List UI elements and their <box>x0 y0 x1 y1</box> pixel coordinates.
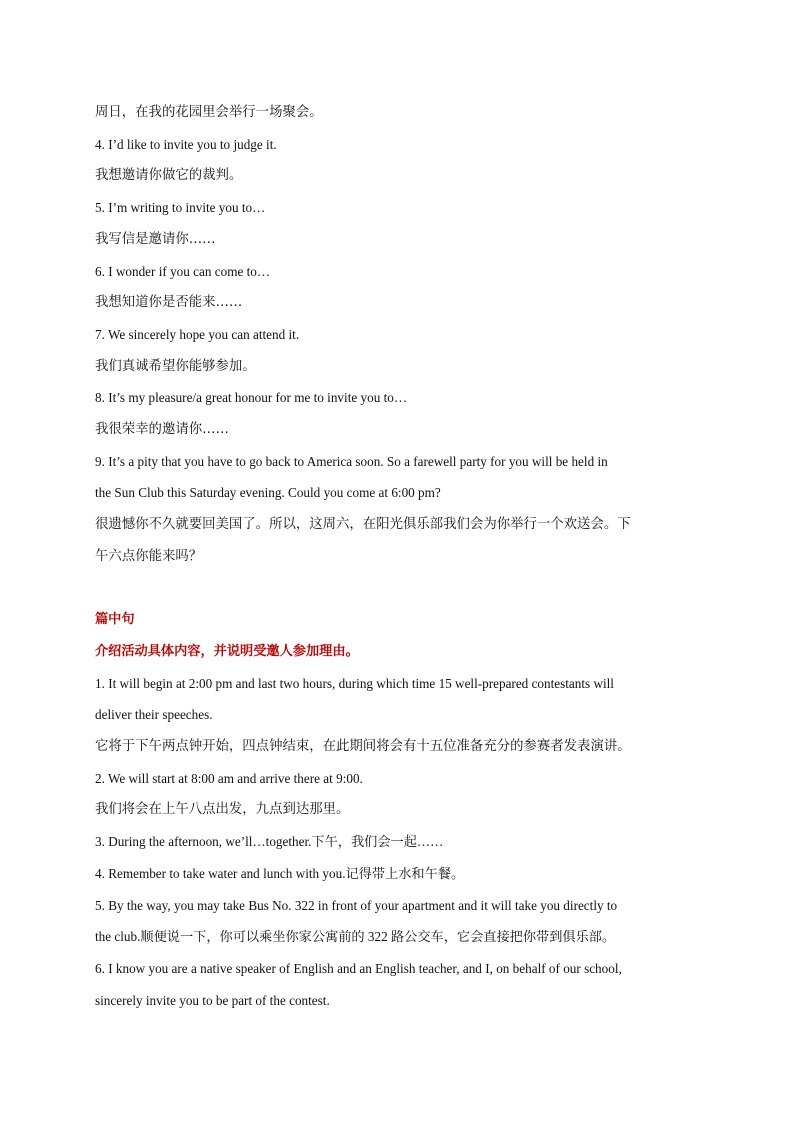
sentence-6-english: 6. I wonder if you can come to… <box>95 263 271 279</box>
middle-sentence-2-english: 2. We will start at 8:00 am and arrive there at 9:00. <box>95 770 363 786</box>
middle-sentence-6-line-2: sincerely invite you to be part of the contest. <box>95 992 330 1008</box>
sentence-3-chinese: 周日，在我的花园里会举行一场聚会。 <box>95 105 323 120</box>
middle-sentence-1-chinese: 它将于下午两点钟开始，四点钟结束，在此期间将会有十五位准备充分的参赛者发表演讲。 <box>95 739 631 755</box>
document-page <box>95 97 705 1016</box>
middle-sentence-6-line-1: 6. I know you are a native speaker of English and an English teacher, and I, on behalf of our school, <box>95 960 622 976</box>
middle-sentence-5-line-1: 5. By the way, you may take Bus No. 322 in front of your apartment and it will take you directly to <box>95 897 618 913</box>
sentence-9-english-line-2: the Sun Club this Saturday evening. Could you come at 6:00 pm? <box>95 485 441 501</box>
middle-sentence-1-english-line-2: deliver their speeches. <box>95 707 213 723</box>
middle-sentence-2-chinese: 我们将会在上午八点出发，九点到达那里。 <box>95 802 350 818</box>
middle-sentence-3: 3. During the afternoon, we’ll…together.下午，我们会一起…… <box>95 834 444 850</box>
sentence-5-chinese: 我写信是邀请你…… <box>95 231 216 247</box>
sentence-4-chinese: 我想邀请你做它的裁判。 <box>95 168 243 184</box>
sentence-6-chinese: 我想知道你是否能来…… <box>95 295 243 311</box>
sentence-9-chinese-line-1: 很遗憾你不久就要回美国了。所以，这周六，在阳光俱乐部我们会为你举行一个欢送会。下 <box>95 517 631 533</box>
sentence-9-chinese-line-2: 午六点你能来吗？ <box>95 548 203 564</box>
sentence-8-chinese: 我很荣幸的邀请你…… <box>95 422 229 438</box>
sentence-7-chinese: 我们真诚希望你能够参加。 <box>95 358 256 374</box>
middle-sentence-5-line-2: the club.顺便说一下，你可以乘坐你家公寓前的 322 路公交车，它会直接把你带到俱乐部。 <box>95 929 616 945</box>
sentence-4-english: 4. I’d like to invite you to judge it. <box>95 136 277 152</box>
section-subtitle: 介绍活动具体内容，并说明受邀人参加理由。 <box>95 643 359 659</box>
sentence-7-english: 7. We sincerely hope you can attend it. <box>95 326 300 342</box>
sentence-5-english: 5. I’m writing to invite you to… <box>95 200 266 216</box>
section-title: 篇中句 <box>95 612 135 628</box>
middle-sentence-4: 4. Remember to take water and lunch with you.记得带上水和午餐。 <box>95 865 465 881</box>
sentence-8-english: 8. It’s my pleasure/a great honour for me to invite you to… <box>95 390 408 406</box>
section-gap <box>95 573 705 605</box>
sentence-9-english-line-1: 9. It’s a pity that you have to go back to America soon. So a farewell party for you will be held in <box>95 453 608 469</box>
middle-sentence-1-english-line-1: 1. It will begin at 2:00 pm and last two hours, during which time 15 well-prepared contestants will <box>95 675 614 691</box>
